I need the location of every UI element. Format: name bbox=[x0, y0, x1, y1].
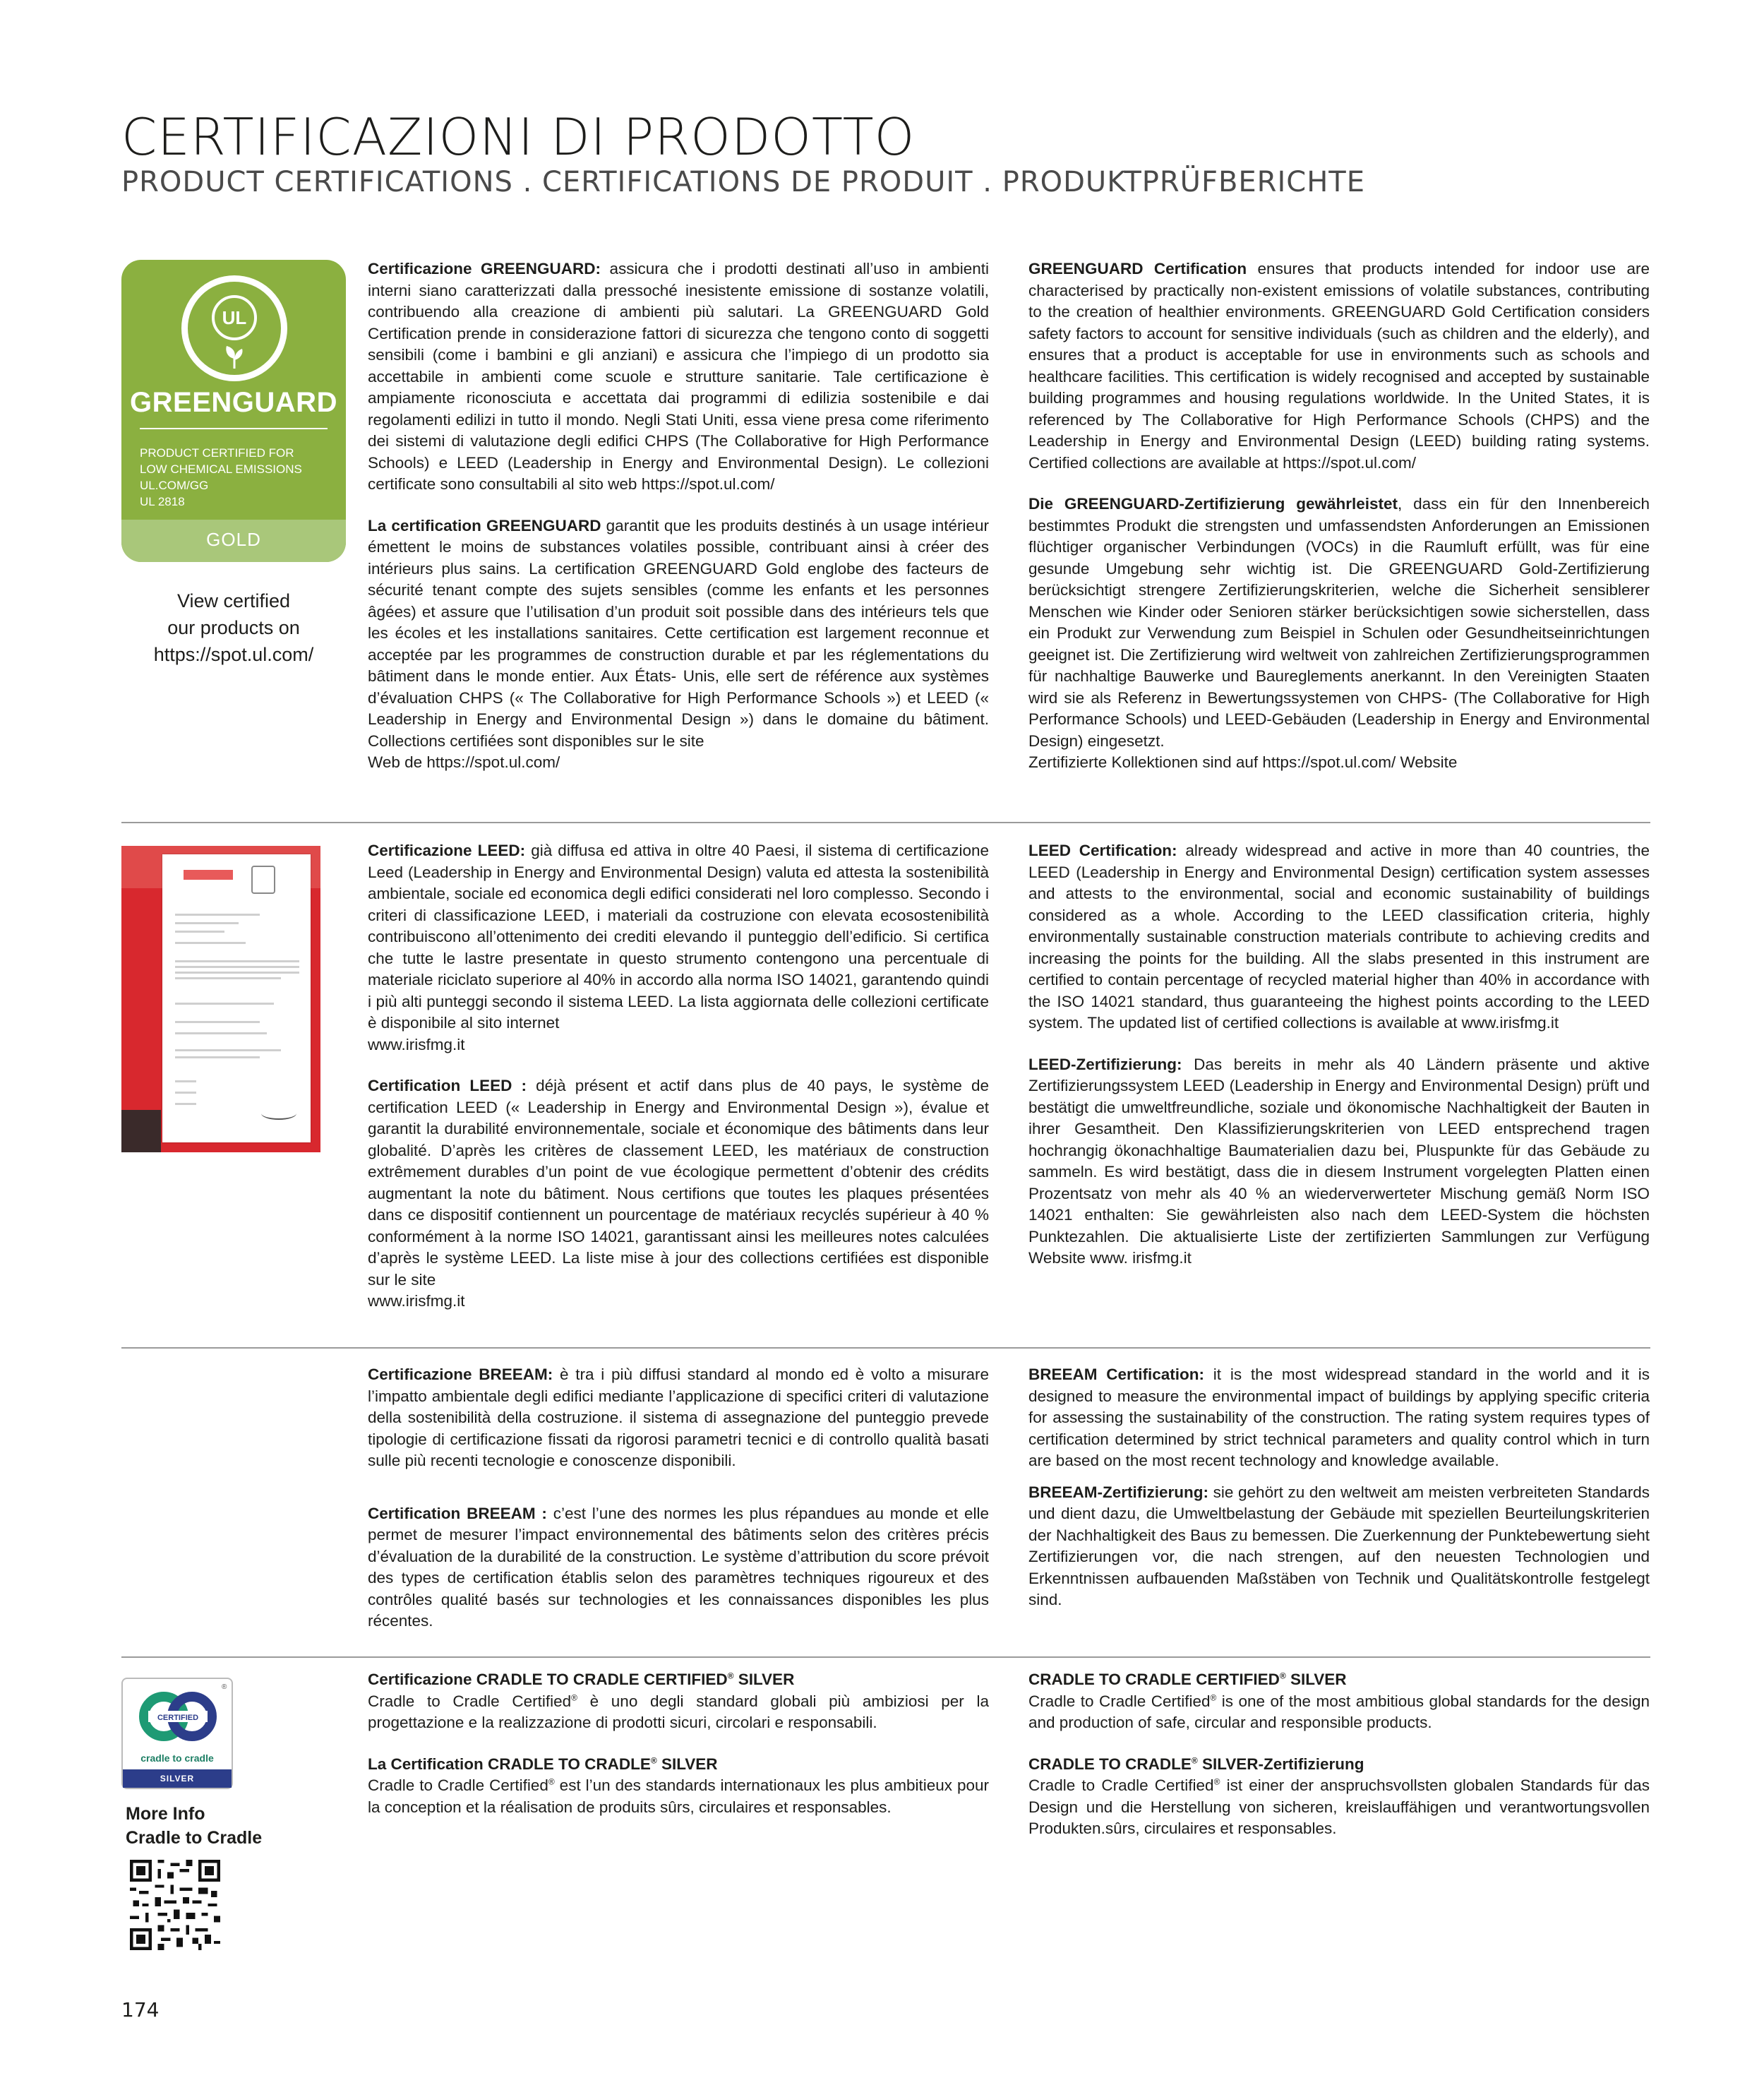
leed-fr-link[interactable]: www.irisfmg.it bbox=[368, 1292, 465, 1310]
seal-icon bbox=[251, 866, 275, 894]
page-number: 174 bbox=[121, 1998, 160, 2021]
breeam-de: BREEAM-Zertifizierung: sie gehört zu den weltweit am meisten verbreiteten Standards und dient dazu, die Umweltbelastung der Gebäude mit speziellen Beurteilungskriterien der Nachhaltigkeit des Baus zu bemessen. Die Zuerkennung der Punktebewertung sieht Zertifizierungen vor, die nach strengen, auf den neuesten Technologien und Erkenntnissen aufbauenden Maßstäben von Technik und Qualitätskontrolle festgelegt sind. bbox=[1028, 1483, 1650, 1608]
cradle-column-en-de bbox=[1028, 1669, 1650, 1860]
breeam-fr: Certification BREEAM : c’est l’une des normes les plus répandues au monde et elle permet de mesurer l’impact environnemental des bâtiments selon des critères précis d’évaluation de la durabilité de la construction. Le système d’attribution du score prévoit des types de certification établis selon des paramètres techniques rigoureux et des contrôles qualité basés sur technologies et les connaissances disponibles les plus récentes. bbox=[368, 1504, 990, 1630]
breeam-en: BREEAM Certification: it is the most widespread standard in the world and it is designed to measure the environmental impact of buildings by applying specific criteria for assessing the sustainability of the construction. The rating system requires types of certification determined by strict technical parameters and quality control which in turn are based on the most recent technology and knowledge available. bbox=[1028, 1366, 1650, 1469]
cradle-en: CRADLE TO CRADLE CERTIFIED® SILVER Cradle to Cradle Certified® is one of the most ambitious global standards for the design and production of safe, circular and responsible products. bbox=[1028, 1671, 1650, 1731]
leed-column-it-fr bbox=[368, 840, 989, 1332]
greenguard-fr-link[interactable]: Web de https://spot.ul.com/ bbox=[368, 753, 560, 771]
badge-level: SILVER bbox=[123, 1769, 232, 1788]
leed-fr: Certification LEED : déjà présent et actif dans plus de 40 pays, le système de certification LEED (« Leadership in Energy and Environmental Design »), évalue et garantit la durabilité environnementale, sociale et économique des bâtiments dans leur globalité. D’après les critères de classement LEED, les matériaux de construction extrêmement durables d’un point de vue écologique permettent d’obtenir des crédits augmentant la note du bâtiment. Nous certifions que toutes les plaques présentées dans ce dispositif contiennent un pourcentage de matériaux recyclés supérieur à 40 % conformément à la norme ISO 14021, garantissant ainsi les meilleures notes calculées d’après le système LEED. La liste mise à jour des collections certifiées est disponible sur le site www.irisfmg.it bbox=[368, 1077, 989, 1310]
page-subtitle: PRODUCT CERTIFICATIONS . CERTIFICATIONS DE PRODUIT . PRODUKTPRÜFBERICHTE bbox=[121, 166, 1365, 198]
badge-divider bbox=[140, 428, 328, 429]
cradle-to-cradle-badge bbox=[121, 1678, 233, 1789]
greenguard-de: Die GREENGUARD-Zertifizierung gewährleistet, dass ein für den Innenbereich bestimmtes Produkt die strengsten und umfassendsten Anforderungen an Emissionen flüchtiger organischer Verbindungen (VOCs) in die Raumluft erfüllt, was für eine gesunde Umgebung sehr wichtig ist. Die GREENGUARD Gold-Zertifizierung berücksichtigt strengere Zertifizierungskriterien, welche die Sicherheit sensiblerer Menschen wie Kinder oder Senioren stärker berücksichtigen sowie sicherstellen, dass ein Produkt zur Verwendung zum Beispiel in Schulen oder Gesundheitseinrichtungen geeignet ist. Die Zertifizierung wird weltweit von zahlreichen Zertifizierungsprogrammen für nachhaltige Bauwerke und Baureglements anerkannt. In den Vereinigten Staaten wird sie als Referenz in Bewertungssystemen von CHPS- (The Collaborative for High Performance Schools) und LEED-Gebäuden (Leadership in Energy and Environmental Design) eingesetzt. Zertifizierte Kollektionen sind auf https://spot.ul.com/ Website bbox=[1028, 495, 1650, 771]
breeam-column-en-de bbox=[1028, 1364, 1650, 1631]
greenguard-fr: La certification GREENGUARD garantit que les produits destinés à un usage intérieur émettent le moins de substances volatiles possible, contribuant ainsi à créer des intérieurs plus sains. La certification GREENGUARD Gold englobe des facteurs de sécurité tenant compte des sujets sensibles (comme les enfants et les personnes âgées) et assure que l’utilisation d’un produit soit possible dans des intérieurs tels que les écoles et les installations sanitaires. Cette certification est largement reconnue et acceptée par les programmes de construction durable et par les réglementations du bâtiment dans le monde entier. Aux États- Unis, elle sert de référence aux systèmes d’évaluation CHPS (« The Collaborative for High Performance Schools ») et LEED (« Leadership in Energy and Environmental Design ») dans le domaine du bâtiment. Collections certifiées sont disponibles sur le site Web de https://spot.ul.com/ bbox=[368, 516, 989, 771]
cradle-it: Certificazione CRADLE TO CRADLE CERTIFIED® SILVER Cradle to Cradle Certified® è uno degli standard globali più ambiziosi per la progettazione e la realizzazione di prodotti sicuri, circolari e responsabili. bbox=[368, 1671, 989, 1731]
leed-it: Certificazione LEED: già diffusa ed attiva in oltre 40 Paesi, il sistema di certificazione Leed (Leadership in Energy and Environmental Design) valuta ed attesta la sostenibilità ambientale, sociale ed economica degli edifici considerati nel loro complesso. Secondo i criteri di classificazione LEED, i materiali da costruzione con elevata ecosostenibilità contribuiscono all’ottenimento dei crediti elevando il punteggio dell’edificio. Si certifica che tutte le lastre presentate in questo strumento contengono una percentuale di materiale riciclato superiore al 40% in accordo alla norma ISO 14021, garantendo quindi i più alti punteggi secondo il sistema LEED. La lista aggiornata delle collezioni certificate è disponibile al sito internet www.irisfmg.it bbox=[368, 842, 989, 1053]
ul-logo-icon: UL bbox=[212, 295, 257, 340]
breeam-it: Certificazione BREEAM: è tra i più diffusi standard al mondo ed è volto a misurare l’impatto ambientale degli edifici mediante l’applicazione di specifici criteri di valutazione della sostenibilità della costruzione. il sistema di assegnazione del punteggio prevede tipologie di certificazione fissati da rigorosi parametri tecnici e di controllo qualità basati sulle più recenti tecnologie e conoscenze disponibili. bbox=[368, 1366, 989, 1469]
page-title: CERTIFICAZIONI DI PRODOTTO bbox=[121, 107, 916, 167]
leed-en: LEED Certification: already widespread and active in more than 40 countries, the LEED (Leadership in Energy and Environmental Design) certification system assesses and attests to the environmental, social and economic sustainability of buildings considered as a whole. According to the LEED classification criteria, highly environmentally sustainable construction materials contribute to achieving credits and increasing the points for the building. All the slabs presented in this instrument are certified to contain percentage of recycled material higher than 40% in accordance with the ISO 14021 standard, thus guaranteeing the highest points according to the LEED system. The updated list of certified collections is available at www.irisfmg.it bbox=[1028, 842, 1650, 1032]
cradle-wordmark: cradle to cradle bbox=[140, 1752, 214, 1764]
breeam-column-it-fr bbox=[368, 1364, 989, 1652]
section-divider bbox=[121, 822, 1650, 823]
leed-column-en-de bbox=[1028, 840, 1650, 1289]
section-divider bbox=[121, 1347, 1650, 1349]
greenguard-it: Certificazione GREENGUARD: assicura che i prodotti destinati all’uso in ambienti interni siano caratterizzati dalla pressoché inesistente emissione di sostanze volatili, contribuendo alla creazione di ambienti più salutari. La GREENGUARD Gold Certification prende in considerazione fattori di sicurezza che tengono conto di soggetti sensibili (come i bambini e gli anziani) e assicura che l’impiego di un prodotto sia accettabile in ambienti come scuole e strutture sanitarie. Tale certificazione è ampiamente riconosciuta e accettata dai programmi di edilizia sostenibile e dai regolamenti edilizi in tutto il mondo. Negli Stati Uniti, essa viene presa come riferimento dei sistemi di valutazione degli edifici CHPS (The Collaborative for High Performance Schools) e LEED (Leadership in Energy and Environmental Design). Le collezioni certificate sono consultabili al sito web https://spot.ul.com/ bbox=[368, 260, 990, 493]
spot-ul-link[interactable]: https://spot.ul.com/ bbox=[153, 644, 314, 665]
greenguard-column-en-de bbox=[1028, 258, 1650, 794]
cradle-column-it-fr bbox=[368, 1669, 989, 1838]
badge-caption: PRODUCT CERTIFIED FOR LOW CHEMICAL EMISSIONS UL.COM/GG UL 2818 bbox=[140, 446, 302, 508]
signature-icon bbox=[261, 1107, 296, 1120]
badge-level: GOLD bbox=[121, 520, 346, 562]
leed-it-link[interactable]: www.irisfmg.it bbox=[368, 1035, 465, 1053]
leed-certificate-image bbox=[121, 846, 320, 1152]
cradle-to-cradle-logo-icon bbox=[138, 1689, 217, 1744]
greenguard-wordmark: GREENGUARD bbox=[130, 387, 337, 418]
greenguard-de-link[interactable]: Zertifizierte Kollektionen sind auf https://spot.ul.com/ Website bbox=[1028, 753, 1458, 771]
section-divider bbox=[121, 1656, 1650, 1658]
view-certified-note: View certified our products on https://spot.ul.com/ bbox=[121, 587, 346, 668]
greenguard-column-it-fr bbox=[368, 258, 989, 794]
certificate-paper bbox=[162, 854, 311, 1142]
svg-text:CERTIFIED: CERTIFIED bbox=[157, 1714, 199, 1722]
registered-mark: ® bbox=[222, 1683, 227, 1691]
greenguard-en: GREENGUARD Certification ensures that products intended for indoor use are characterised by practically non-existent emissions of volatile substances, contributing to the creation of healthier environments. GREENGUARD Gold Certification considers safety factors to account for sensitive individuals (such as children and the elderly), and ensures that a product is acceptable for use in environments such as schools and healthcare facilities. This certification is widely recognised and accepted by sustainable building programmes and housing regulations worldwide. In the United States, it is referenced by The Collaborative for High Performance Schools (CHPS) and the Leadership in Energy and Environmental Design (LEED) building rating systems. Certified collections are available at https://spot.ul.com/ bbox=[1028, 260, 1650, 472]
leaf-icon bbox=[224, 345, 245, 370]
cradle-de: CRADLE TO CRADLE® SILVER-Zertifizierung Cradle to Cradle Certified® ist einer der anspruchsvollsten globalen Standards für das Design und die Herstellung von sicheren, kreislauffähigen und verantwortungsvollen Produkten.sûrs, circulaires et responsables. bbox=[1028, 1755, 1650, 1837]
greenguard-badge bbox=[121, 260, 346, 562]
more-info-label: More Info Cradle to Cradle bbox=[126, 1804, 263, 1848]
cradle-fr: La Certification CRADLE TO CRADLE® SILVER Cradle to Cradle Certified® est l’un des standards internationaux les plus ambitieux pour la conception et la réalisation de produits sûrs, circulaires et responsables. bbox=[368, 1755, 989, 1816]
qr-code-icon[interactable] bbox=[130, 1860, 220, 1950]
leed-de: LEED-Zertifizierung: Das bereits in mehr als 40 Ländern präsente und aktive Zertifizierungssystem LEED (Leadership in Energy and Environmental Design) prüft und bestätigt die umweltfreundliche, soziale und ökonomische Nachhaltigkeit der Bauten in ihrer Gesamtheit. Den Klassifizierungskriterien von LEED entsprechend tragen hochrangig ökonachhaltige Baumaterialien dazu bei, Pluspunkte für das Gebäude zu sammeln. Es wird bestätigt, dass die in diesem Instrument vorgelegten Platten einen Prozentsatz von mehr als 40 % an wiederverwerteter Mischung gemäß Norm ISO 14021 enthalten: Sie gewährleisten also nach dem LEED-System die höchsten Punktezahlen. Die aktualisierte Liste der zertifizierten Sammlungen zur Verfügung Website www. irisfmg.it bbox=[1028, 1055, 1650, 1267]
